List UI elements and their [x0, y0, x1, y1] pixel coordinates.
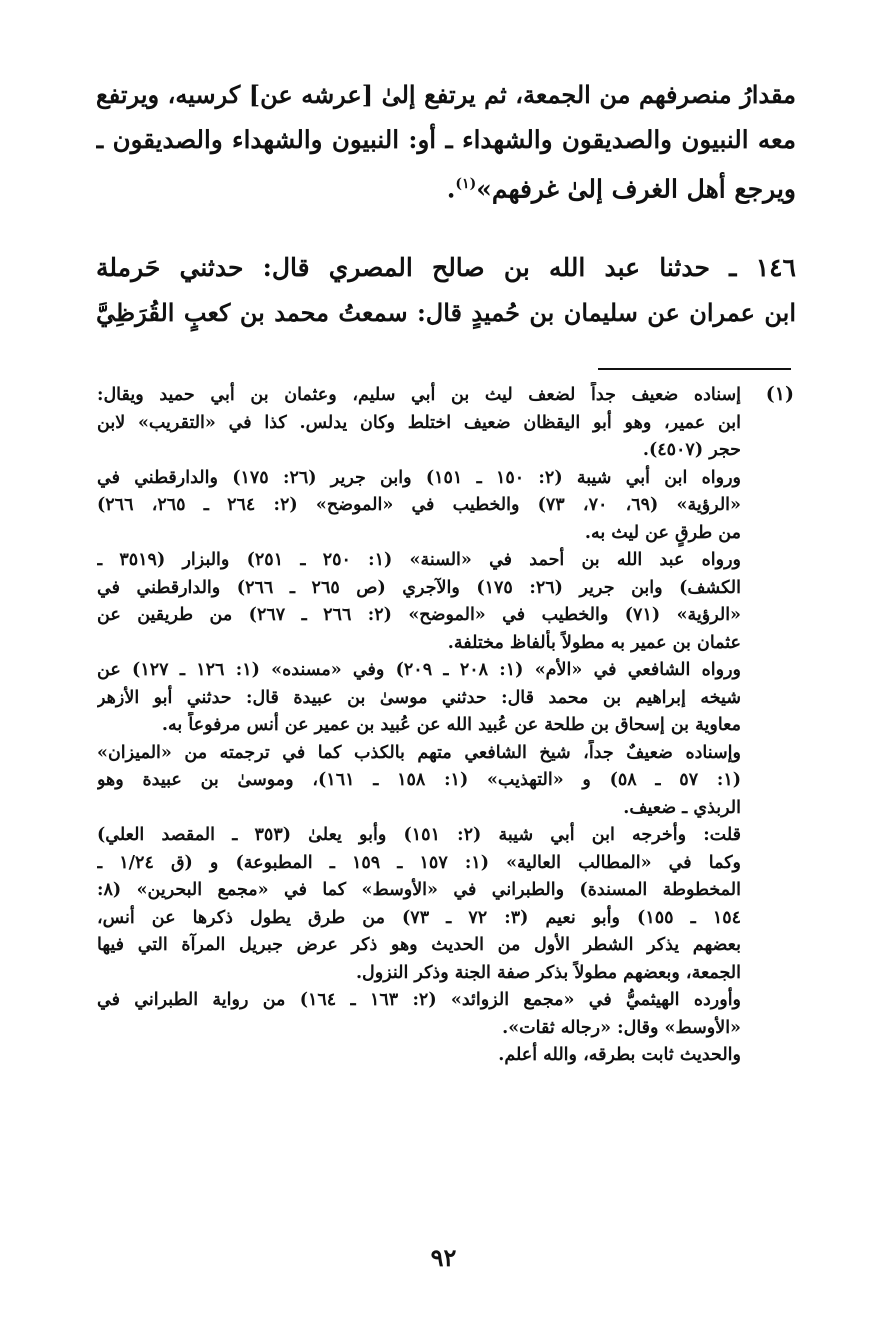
footnote-line: من طرقٍ عن ليث به.: [584, 522, 741, 543]
footnote-line: المخطوطة المسندة) والطبراني في «الأوسط» كما في «مجمع البحرين» (٨:: [97, 880, 741, 900]
footnote-line: ورواه الشافعي في «الأم» (١: ٢٠٨ ـ ٢٠٩) وفي «مسنده» (١: ١٢٦ ـ ١٢٧) عن: [97, 660, 741, 680]
paragraph-line-text: ويرجع أهل الغرف إلىٰ غرفهم»: [476, 174, 796, 204]
paragraph-end-mark: .: [446, 174, 456, 204]
footnote-line: شيخه إبراهيم بن محمد قال: حدثني موسىٰ بن عبيدة قال: حدثني أبو الأزهر: [97, 687, 741, 708]
footnote-separator: [598, 368, 791, 370]
paragraph-line-last: [96, 162, 796, 211]
footnote-line: «الرؤية» (٦٩، ٧٠، ٧٣) والخطيب في «الموضح» (٢: ٢٦٤ ـ ٢٦٥، ٢٦٦): [97, 495, 741, 515]
footnote-line: الكشف) وابن جرير (٢٦: ١٧٥) والآجري (ص ٢٦٥ ـ ٢٦٦) والدارقطني في: [97, 577, 741, 598]
page-number: ٩٢: [430, 1243, 457, 1272]
footnote-line: ابن عمير، وهو أبو اليقظان ضعيف اختلط وكان يدلس. كذا في «التقريب» لابن: [97, 412, 741, 433]
hadith-line: ١٤٦ ـ حدثنا عبد الله بن صالح المصري قال: حدثني حَرملة: [96, 253, 796, 282]
top-paragraph: [96, 72, 796, 211]
footnote-line: ورواه عبد الله بن أحمد في «السنة» (١: ٢٥٠ ـ ٢٥١) والبزار (٣٥١٩ ـ: [97, 550, 741, 570]
footnote-line: قلت: وأخرجه ابن أبي شيبة (٢: ١٥١) وأبو يعلىٰ (٣٥٣ ـ المقصد العلي): [97, 825, 741, 845]
footnote-number: (١): [765, 383, 794, 405]
footnote-line: والحديث ثابت بطرقه، والله أعلم.: [498, 1045, 741, 1065]
footnote-line: الربذي ـ ضعيف.: [623, 797, 741, 818]
footnote-line: (١: ٥٧ ـ ٥٨) و «التهذيب» (١: ١٥٨ ـ ١٦١)، وموسىٰ بن عبيدة وهو: [97, 770, 741, 790]
hadith-line: ابن عمران عن سليمان بن حُميدٍ قال: سمعتُ محمد بن كعبٍ القُرَظِيَّ: [96, 298, 796, 327]
footnote-reference: (١): [455, 176, 477, 192]
footnote-line: الجمعة، وبعضهم مطولاً بذكر صفة الجنة وذكر النزول.: [355, 962, 741, 983]
footnote-line: بعضهم يذكر الشطر الأول من الحديث وهو ذكر عرض جبريل المرآة التي فيها: [97, 935, 741, 955]
footnote-line: ١٥٤ ـ ١٥٥) وأبو نعيم (٣: ٧٢ ـ ٧٣) من طرق يطول ذكرها عن أنس،: [97, 907, 741, 928]
footnote-line: «الرؤية» (٧١) والخطيب في «الموضح» (٢: ٢٦٦ ـ ٢٦٧) من طريقين عن: [97, 605, 741, 625]
footnote-line: حجر (٤٥٠٧).: [642, 440, 741, 460]
hadith-146: [96, 245, 796, 335]
footnote-body: [97, 382, 741, 1070]
paragraph-line: معه النبيون والصديقون والشهداء ـ أو: النبيون والشهداء والصديقون ـ: [96, 125, 796, 154]
footnote-line: ورواه ابن أبي شيبة (٢: ١٥٠ ـ ١٥١) وابن جرير (٢٦: ١٧٥) والدارقطني في: [97, 467, 741, 488]
footnote-line: معاوية بن إسحاق بن طلحة عن عُبيد الله عن عُبيد بن عمير عن أنس مرفوعاً به.: [161, 715, 741, 735]
footnote-line: وأورده الهيثميُّ في «مجمع الزوائد» (٢: ١٦٣ ـ ١٦٤) من رواية الطبراني في: [97, 990, 741, 1010]
footnote-line: وكما في «المطالب العالية» (١: ١٥٧ ـ ١٥٩ ـ المطبوعة) و (ق ١/٢٤ ـ: [97, 852, 741, 873]
footnote-line: وإسناده ضعيفٌ جداً، شيخ الشافعي متهم بالكذب كما في ترجمته من «الميزان»: [97, 742, 741, 763]
footnote-line: إسناده ضعيف جداً لضعف ليث بن أبي سليم، وعثمان بن أبي حميد ويقال:: [97, 385, 741, 405]
paragraph-line: مقدارُ منصرفهم من الجمعة، ثم يرتفع إلىٰ [عرشه عن] كرسيه، ويرتفع: [96, 80, 796, 109]
footnote-line: عثمان بن عمير به مطولاً بألفاظ مختلفة.: [447, 632, 741, 653]
footnote-line: «الأوسط» وقال: «رجاله ثقات».: [502, 1017, 741, 1038]
